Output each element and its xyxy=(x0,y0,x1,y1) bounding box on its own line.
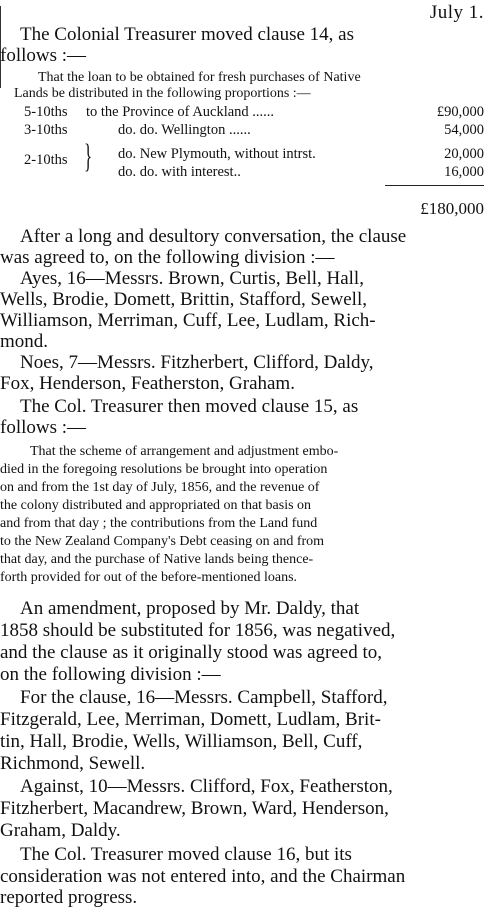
quote-line: on and from the 1st day of July, 1856, and the revenue of xyxy=(0,480,320,495)
quote-line: died in the foregoing resolutions be brought into operation xyxy=(0,462,328,477)
proportion-label: 3-10ths xyxy=(24,122,68,138)
text-line: Wells, Brodie, Domett, Brittin, Stafford, Sewell, xyxy=(0,289,367,310)
proportion-amount: 16,000 xyxy=(444,164,484,180)
page-date: July 1. xyxy=(429,2,484,23)
proportion-amount: £90,000 xyxy=(436,104,484,120)
text-line: Fitzherbert, Macandrew, Brown, Ward, Henderson, xyxy=(0,798,389,819)
total-amount: £180,000 xyxy=(420,199,484,218)
text-line: on the following division :— xyxy=(0,664,221,685)
text-line: Ayes, 16—Messrs. Brown, Curtis, Bell, Hall, xyxy=(20,268,364,289)
text-line: Against, 10—Messrs. Clifford, Fox, Featherston, xyxy=(20,776,393,797)
text-line: Fitzgerald, Lee, Merriman, Domett, Ludlam, Brit- xyxy=(0,709,381,730)
text-line: mond. xyxy=(0,331,49,352)
text-line: The Col. Treasurer then moved clause 15, as xyxy=(20,396,359,417)
text-line: 1858 should be substituted for 1856, was negatived, xyxy=(0,620,396,641)
text-line: An amendment, proposed by Mr. Daldy, that xyxy=(20,598,360,619)
text-line: follows :— xyxy=(0,417,87,438)
text-line: Williamson, Merriman, Cuff, Lee, Ludlam, Rich- xyxy=(0,310,376,331)
quote-line: That the scheme of arrangement and adjustment embo- xyxy=(30,444,339,459)
text-line: reported progress. xyxy=(0,887,138,908)
text-line: and the clause as it originally stood was agreed to, xyxy=(0,642,383,663)
quote-line: the colony distributed and appropriated on that basis on xyxy=(0,498,312,513)
text-line: Fox, Henderson, Featherston, Graham. xyxy=(0,373,295,394)
quote-line: to the New Zealand Company's Debt ceasing on and from xyxy=(0,534,325,549)
proportion-amount: 20,000 xyxy=(444,146,484,162)
quote-line: and from that day ; the contributions from the Land fund xyxy=(0,516,318,531)
proportion-label: 5-10ths xyxy=(24,104,68,120)
text-line: Richmond, Sewell. xyxy=(0,753,146,774)
text-line: consideration was not entered into, and the Chairman xyxy=(0,866,406,887)
proportion-row xyxy=(24,164,484,180)
text-line: After a long and desultory conversation, the clause xyxy=(20,226,407,247)
brace-label: 2-10ths xyxy=(24,152,68,168)
proportion-text: to the Province of Auckland ...... xyxy=(86,104,275,120)
quote-line: Lands be distributed in the following proportions :— xyxy=(14,86,311,101)
quote-line: that day, and the purchase of Native lands being thence- xyxy=(0,552,314,567)
proportion-row xyxy=(24,146,484,162)
text-line: Graham, Daldy. xyxy=(0,820,121,841)
quote-line: That the loan to be obtained for fresh purchases of Native xyxy=(38,70,361,85)
quote-line: forth provided for out of the before-mentioned loans. xyxy=(0,570,298,585)
total-rule xyxy=(385,185,484,186)
proportion-row xyxy=(24,104,484,120)
proportion-amount: 54,000 xyxy=(444,122,484,138)
text-line: tin, Hall, Brodie, Wells, Williamson, Bell, Cuff, xyxy=(0,731,363,752)
text-line: follows :— xyxy=(0,45,87,66)
proportion-text: do. New Plymouth, without intrst. xyxy=(118,146,316,162)
text-line: The Colonial Treasurer moved clause 14, as xyxy=(20,24,355,45)
proportion-row xyxy=(24,122,484,138)
text-line: For the clause, 16—Messrs. Campbell, Stafford, xyxy=(20,687,388,708)
text-line: was agreed to, on the following division :— xyxy=(0,247,335,268)
proportion-text: do. do. with interest.. xyxy=(118,164,241,180)
proportion-text: do. do. Wellington ...... xyxy=(118,122,251,138)
text-line: Noes, 7—Messrs. Fitzherbert, Clifford, Daldy, xyxy=(20,352,374,373)
brace-icon: } xyxy=(84,138,93,175)
text-line: The Col. Treasurer moved clause 16, but its xyxy=(20,844,352,865)
